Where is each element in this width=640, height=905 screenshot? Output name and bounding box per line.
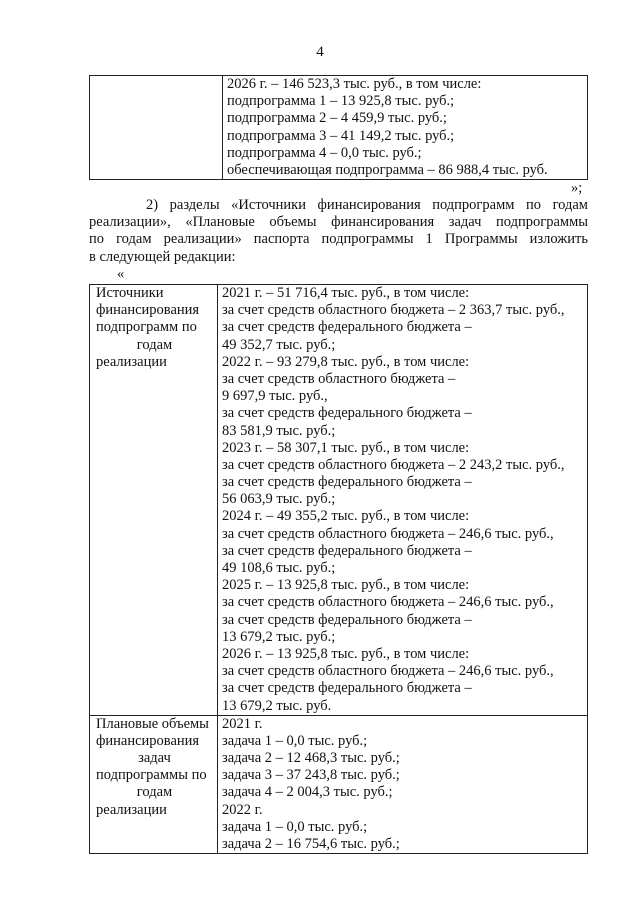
text-line: 2023 г. – 58 307,1 тыс. руб., в том числе: (222, 439, 470, 456)
row-label-sources (90, 285, 218, 716)
text-line: подпрограмма 2 – 4 459,9 тыс. руб.; (227, 110, 447, 127)
paragraph-line: реализации», «Плановые объемы финансирования задач подпрограммы (89, 214, 588, 231)
text-line: задача 4 – 2 004,3 тыс. руб.; (222, 784, 393, 801)
text-line: 49 108,6 тыс. руб.; (222, 560, 336, 576)
label-line: реализации (96, 353, 167, 370)
paragraph-line: в следующей редакции: (89, 248, 236, 265)
text-line: за счет средств областного бюджета – 2 243,2 тыс. руб., (222, 456, 565, 473)
text-line: за счет средств федерального бюджета – (222, 474, 472, 491)
table-row (90, 285, 588, 716)
table-main (89, 284, 588, 854)
label-line: подпрограммы по (96, 767, 207, 784)
text-line: задача 3 – 37 243,8 тыс. руб.; (222, 767, 400, 784)
text-line: задача 1 – 0,0 тыс. руб.; (222, 732, 368, 749)
text-line: за счет средств федерального бюджета – (222, 542, 472, 559)
text-line: 2025 г. – 13 925,8 тыс. руб., в том числе: (222, 577, 470, 594)
text-line: за счет средств федерального бюджета – (222, 680, 472, 697)
text-line: задача 1 – 0,0 тыс. руб.; (222, 818, 368, 835)
text-line: за счет средств федерального бюджета – (222, 405, 472, 422)
amendment-paragraph (89, 197, 588, 266)
text-line: 83 581,9 тыс. руб.; (222, 422, 336, 439)
text-line: за счет средств федерального бюджета – (222, 319, 472, 336)
text-line: 2021 г. (222, 715, 263, 732)
text-line: за счет средств областного бюджета – 246,6 тыс. руб., (222, 525, 554, 542)
closing-quote: »; (571, 180, 583, 196)
opening-quote: « (117, 266, 125, 282)
text-line: за счет средств областного бюджета – 246,6 тыс. руб., (222, 594, 554, 611)
table-top-continuation (89, 75, 588, 180)
label-line: годам (136, 336, 173, 353)
label-line: годам (136, 784, 173, 801)
text-line: задача 2 – 12 468,3 тыс. руб.; (222, 750, 400, 767)
label-line: Источники (96, 285, 164, 301)
text-line: 2021 г. – 51 716,4 тыс. руб., в том числе: (222, 285, 470, 301)
paragraph-line: по годам реализации» паспорта подпрограммы 1 Программы изложить (89, 231, 588, 248)
text-line: 13 679,2 тыс. руб. (222, 697, 332, 714)
text-line: 56 063,9 тыс. руб.; (222, 491, 336, 508)
row-label-planned (90, 715, 218, 854)
table-row (90, 715, 588, 854)
text-line: 2022 г. – 93 279,8 тыс. руб., в том числе: (222, 353, 470, 370)
label-line: задач (138, 750, 171, 767)
text-line: 49 352,7 тыс. руб.; (222, 336, 336, 353)
label-line: финансирования (96, 732, 200, 749)
text-line: подпрограмма 4 – 0,0 тыс. руб.; (227, 144, 422, 161)
text-line: 2026 г. – 13 925,8 тыс. руб., в том числе: (222, 645, 470, 662)
text-line: за счет средств областного бюджета – 2 363,7 тыс. руб., (222, 302, 565, 319)
label-line: реализации (96, 801, 167, 818)
text-line: за счет средств федерального бюджета – (222, 611, 472, 628)
text-line: подпрограмма 1 – 13 925,8 тыс. руб.; (227, 93, 455, 110)
table-row (90, 76, 588, 180)
page-number: 4 (316, 44, 324, 60)
text-line: 2022 г. (222, 801, 263, 818)
label-line: финансирования (96, 302, 200, 319)
label-line: подпрограмм по (96, 319, 197, 336)
text-line: за счет средств областного бюджета – (222, 370, 456, 387)
row-values-sources (218, 285, 588, 716)
text-line: подпрограмма 3 – 41 149,2 тыс. руб.; (227, 127, 455, 144)
table-cell-empty (90, 76, 223, 180)
paragraph-line: 2) разделы «Источники финансирования подпрограмм по годам (146, 197, 588, 213)
row-values-planned (218, 715, 588, 854)
table-cell-values (223, 76, 588, 180)
text-line: 13 679,2 тыс. руб.; (222, 628, 336, 645)
text-line: 9 697,9 тыс. руб., (222, 388, 328, 405)
text-line: обеспечивающая подпрограмма – 86 988,4 тыс. руб. (227, 161, 548, 178)
label-line: Плановые объемы (96, 715, 209, 732)
text-line: за счет средств областного бюджета – 246,6 тыс. руб., (222, 663, 554, 680)
text-line: 2024 г. – 49 355,2 тыс. руб., в том числе: (222, 508, 470, 525)
text-line: задача 2 – 16 754,6 тыс. руб.; (222, 836, 400, 852)
text-line: 2026 г. – 146 523,3 тыс. руб., в том числе: (227, 76, 482, 92)
